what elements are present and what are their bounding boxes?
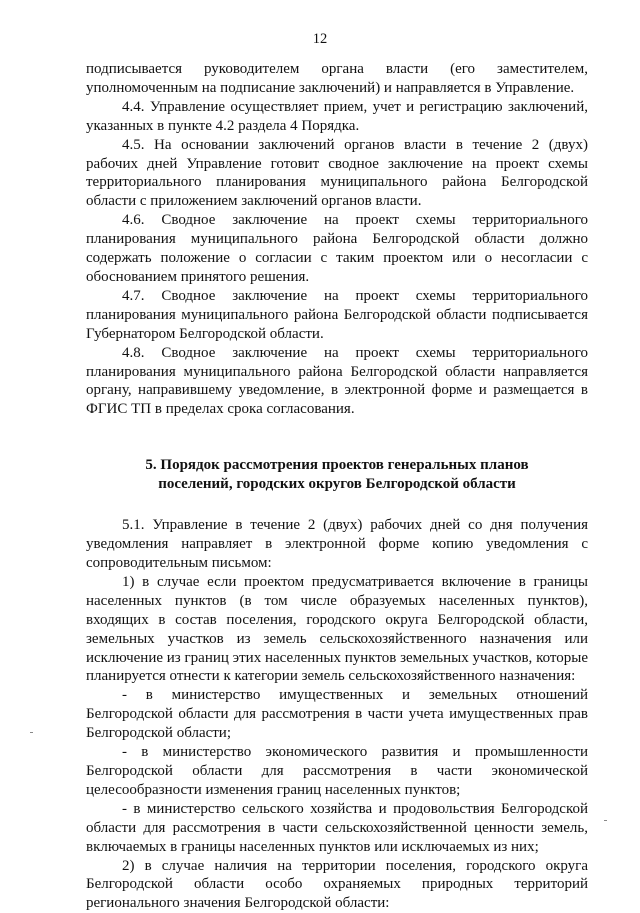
scan-speck [30,732,33,733]
paragraph-4-6: 4.6. Сводное заключение на проект схемы территориального планирования муниципального района Белгородской области должно содержать положение о согласии с таким проектом или о несогласии с обоснованием принятого решения. [86,212,588,285]
paragraph-4-8: 4.8. Сводное заключение на проект схемы территориального планирования муниципального района Белгородской области направляется органу, направившему уведомление, в электронной форме и размещается в ФГИС ТП в пределах срока согласования. [86,344,588,418]
paragraphs-top [86,60,588,419]
paragraph-bullet-economy: - в министерство экономического развития и промышленности Белгородской области для рассмотрения в части экономической целесообразности изменения границ населенных пунктов; [86,744,588,798]
paragraph-bullet-agriculture: - в министерство сельского хозяйства и продовольствия Белгородской области для рассмотрения в части сельскохозяйственной ценности земель, включаемых в границы населенных пунктов или исключаемых из них; [86,800,588,855]
paragraph-4-5: 4.5. На основании заключений органов власти в течение 2 (двух) рабочих дней Управление готовит сводное заключение на проект схемы территориального планирования муниципального района Белгородской области с приложением заключений органов власти. [86,136,588,210]
scan-speck [604,820,607,821]
paragraph-item-1: 1) в случае если проектом предусматривается включение в границы населенных пунктов (в том числе образуемых населенных пунктов), входящих в состав поселения, городского округа Белгородской области, земельных участков из земель сельскохозяйственного назначения или исключение из границ этих населенных пунктов земельных участков, которые планируется отнести к категории земель сельскохозяйственного назначения: [86,573,588,685]
paragraph-4-7: 4.7. Сводное заключение на проект схемы территориального планирования муниципального района Белгородской области подписывается Губернатором Белгородской области. [86,287,588,342]
paragraph-4-4: 4.4. Управление осуществляет прием, учет и регистрацию заключений, указанных в пункте 4.2 раздела 4 Порядка. [86,98,588,134]
paragraph-item-2: 2) в случае наличия на территории поселения, городского округа Белгородской области особо охраняемых природных территорий регионального значения Белгородской области: [86,857,588,912]
section-heading-line-2: поселений, городских округов Белгородской области [158,476,516,493]
section-heading [86,456,588,494]
paragraph-5-1: 5.1. Управление в течение 2 (двух) рабочих дней со дня получения уведомления направляет в электронной форме копию уведомления с сопроводительным письмом: [86,517,588,572]
paragraphs-bottom [86,516,588,913]
section-heading-line-1: 5. Порядок рассмотрения проектов генеральных планов [145,457,529,474]
document-body [86,60,588,913]
paragraph: подписывается руководителем органа власти (его заместителем, уполномоченным на подписание заключений) и направляется в Управление. [86,61,588,96]
page-number: 12 [312,31,328,47]
paragraph-bullet-property: - в министерство имущественных и земельных отношений Белгородской области для рассмотрения в части учета имущественных прав Белгородской области; [86,687,588,742]
